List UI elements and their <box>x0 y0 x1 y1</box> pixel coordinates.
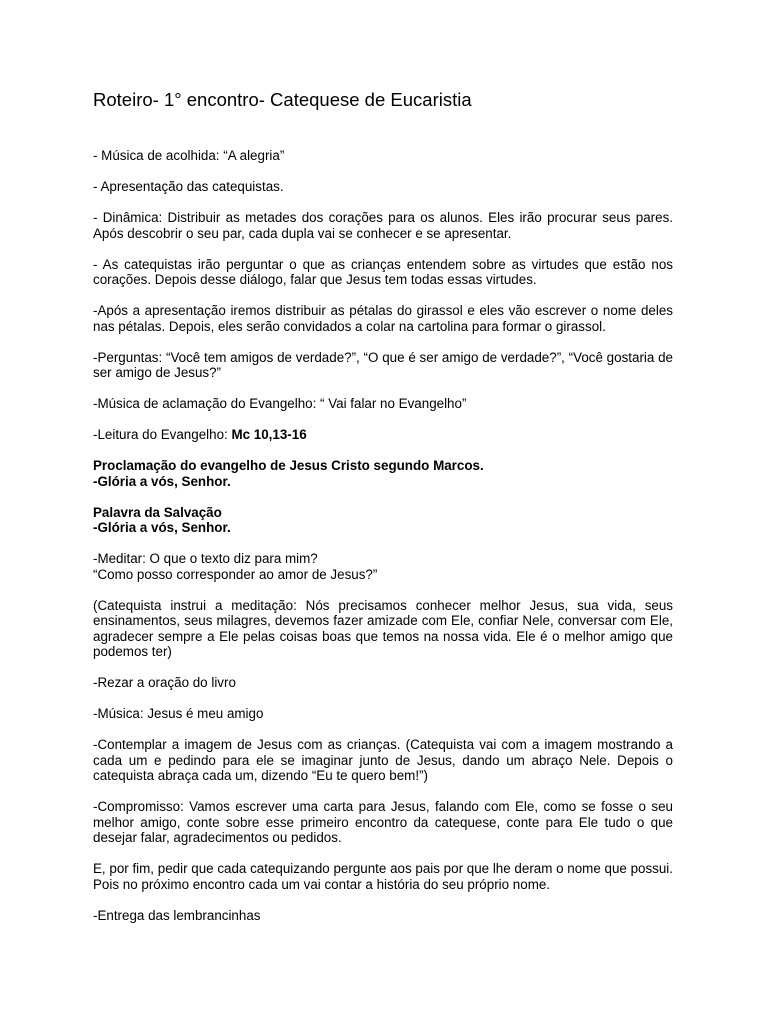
paragraph-gospel-reading <box>93 427 673 443</box>
paragraph-prayer: -Rezar a oração do livro <box>93 675 236 690</box>
paragraph-name-history: E, por fim, pedir que cada catequizando pergunte aos pais por que lhe deram o nome que possui. Pois no próximo encontro cada um vai contar a história do seu próprio nome. <box>93 861 673 892</box>
paragraph-meditation-instruction: (Catequista instrui a meditação: Nós precisamos conhecer melhor Jesus, sua vida, seus ensinamentos, seus milagres, devemos fazer amizade com Ele, confiar Nele, conversar com Ele, agradecer sempre a Ele pelas coisas boas que temos na nossa vida. Ele é o melhor amigo que podemos ter) <box>93 597 673 659</box>
paragraph-word-of-salvation <box>93 505 673 536</box>
paragraph-proclamation <box>93 458 673 489</box>
document-body <box>93 148 673 939</box>
salvation-line: Palavra da Salvação <box>93 504 222 520</box>
paragraph-questions: -Perguntas: “Você tem amigos de verdade?”, “O que é ser amigo de verdade?”, “Você gostaria de ser amigo de Jesus?” <box>93 349 673 380</box>
gospel-reading-label: -Leitura do Evangelho: <box>93 427 232 442</box>
meditate-line-2: “Como posso corresponder ao amor de Jesus?” <box>93 566 378 582</box>
salvation-response: -Glória a vós, Senhor. <box>93 520 231 535</box>
document-title: Roteiro- 1° encontro- Catequese de Eucaristia <box>93 89 472 110</box>
paragraph-sunflower: -Após a apresentação iremos distribuir as pétalas do girassol e eles vão escrever o nome deles nas pétalas. Depois, eles serão convidados a colar na cartolina para formar o girassol. <box>93 303 673 334</box>
paragraph-souvenirs: -Entrega das lembrancinhas <box>93 907 261 923</box>
paragraph-dynamic: - Dinâmica: Distribuir as metades dos corações para os alunos. Eles irão procurar seus pares. Após descobrir o seu par, cada dupla vai se conhecer e se apresentar. <box>93 210 673 241</box>
paragraph-song-jesus-friend: -Música: Jesus é meu amigo <box>93 706 264 721</box>
paragraph-commitment: -Compromisso: Vamos escrever uma carta para Jesus, falando com Ele, como se fosse o seu melhor amigo, conte sobre esse primeiro encontro da catequese, conte para Ele tudo o que desejar falar, agradecimentos ou pedidos. <box>93 799 673 845</box>
proclamation-line: Proclamação do evangelho de Jesus Cristo segundo Marcos. <box>93 458 484 473</box>
proclamation-response: -Glória a vós, Senhor. <box>93 473 231 489</box>
paragraph-catechists-intro: - Apresentação das catequistas. <box>93 179 284 194</box>
meditate-line-1: -Meditar: O que o texto diz para mim? <box>93 551 318 566</box>
paragraph-virtues: - As catequistas irão perguntar o que as crianças entendem sobre as virtudes que estão nos corações. Depois desse diálogo, falar que Jesus tem todas essas virtudes. <box>93 256 673 287</box>
paragraph-contemplate: -Contemplar a imagem de Jesus com as crianças. (Catequista vai com a imagem mostrando a cada um e pedindo para ele se imaginar junto de Jesus, dando um abraço Nele. Depois o catequista abraça cada um, dizendo “Eu te quero bem!”) <box>93 737 673 783</box>
paragraph-acclamation-song: -Música de aclamação do Evangelho: “ Vai falar no Evangelho” <box>93 396 467 411</box>
gospel-reference: Mc 10,13-16 <box>231 427 307 442</box>
paragraph-welcome-song: - Música de acolhida: “A alegria” <box>93 148 285 163</box>
paragraph-meditate <box>93 551 673 582</box>
